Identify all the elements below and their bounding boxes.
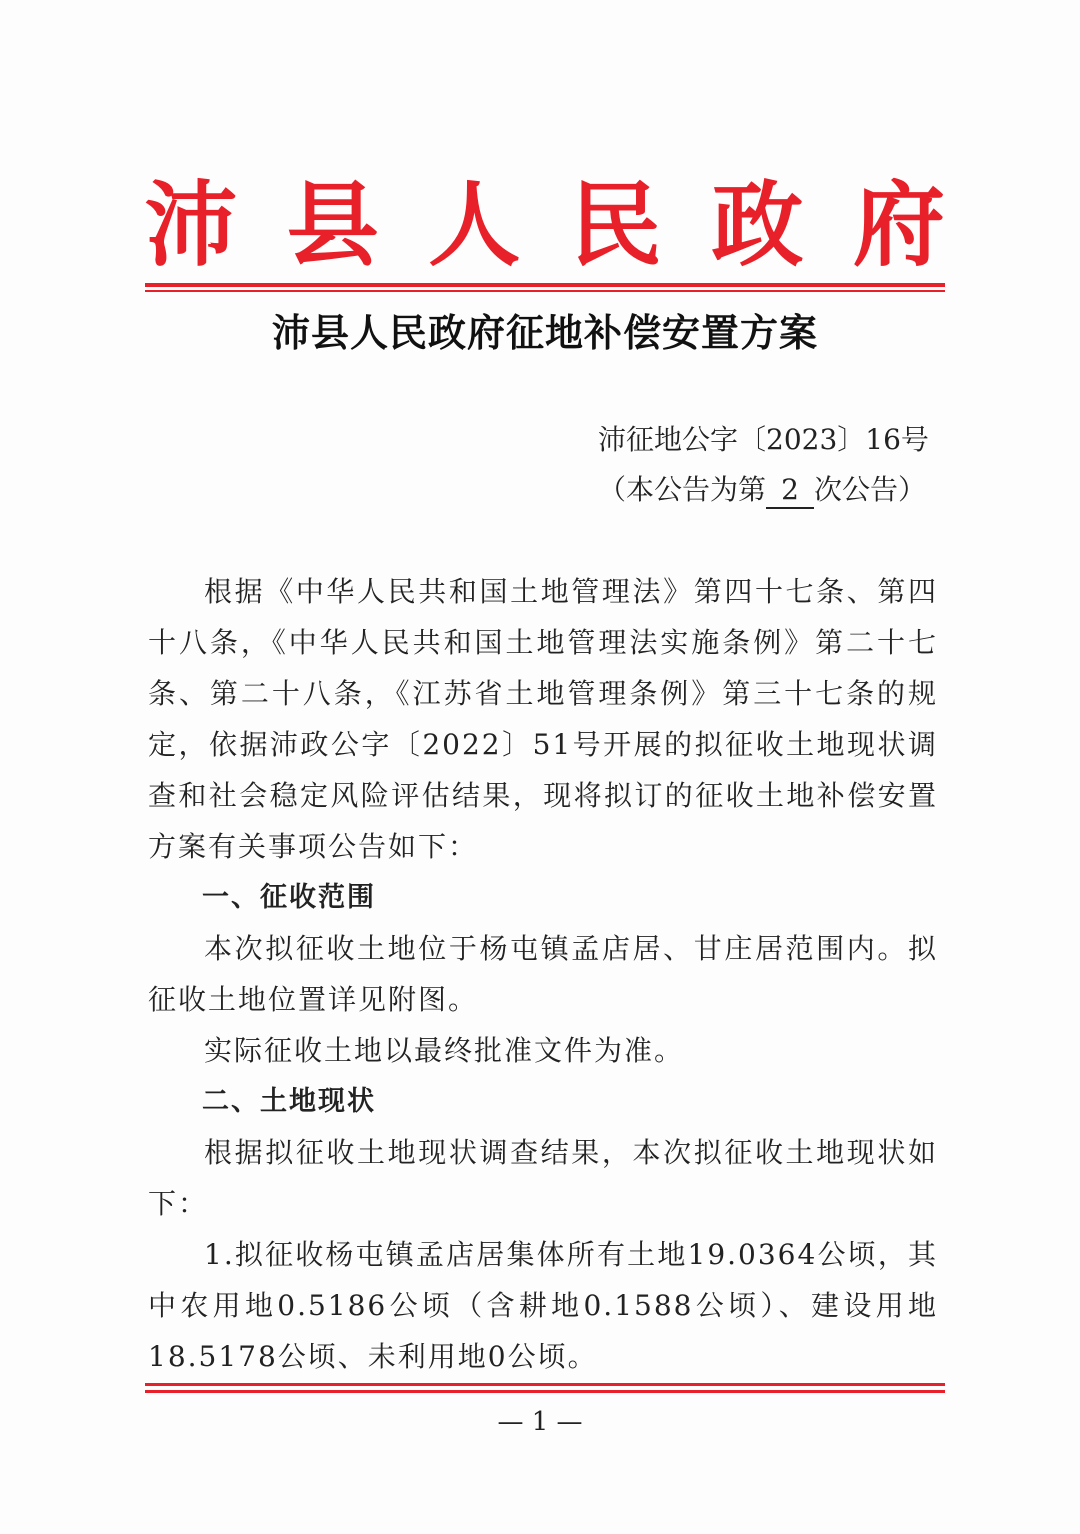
header-divider-thin: [145, 290, 945, 292]
document-number: 沛征地公字〔2023〕16号: [598, 423, 929, 456]
header-char: 县: [286, 171, 379, 279]
header-char: 沛: [145, 171, 238, 279]
notice-suffix: 次公告）: [814, 473, 927, 506]
header-char: 府: [852, 171, 945, 279]
paragraph: 根据拟征收土地现状调查结果，本次拟征收土地现状如下：: [148, 1136, 938, 1220]
paragraph: 本次拟征收土地位于杨屯镇孟店居、甘庄居范围内。拟征收土地位置详见附图。: [148, 932, 938, 1016]
header-divider-thick: [145, 283, 945, 287]
notice-prefix: （本公告为第: [598, 473, 767, 506]
paragraph: 实际征收土地以最终批准文件为准。: [204, 1034, 685, 1067]
header-char: 民: [569, 171, 662, 279]
notice-count-value: 2: [766, 473, 814, 509]
government-header: [145, 170, 945, 280]
document-title: 沛县人民政府征地补偿安置方案: [271, 310, 818, 355]
header-char: 政: [711, 171, 804, 279]
document-body: [148, 566, 938, 1382]
header-char: 人: [428, 171, 521, 279]
intro-paragraph: 根据《中华人民共和国土地管理法》第四十七条、第四十八条，《中华人民共和国土地管理法实施条例》第二十七条、第二十八条，《江苏省土地管理条例》第三十七条的规定，依据沛政公字〔2022〕51号开展的拟征收土地现状调查和社会稳定风险评估结果，现将拟订的征收土地补偿安置方案有关事项公告如下：: [148, 575, 938, 863]
page-number: — 1 —: [497, 1407, 583, 1437]
footer-divider-bottom: [145, 1390, 945, 1393]
section-heading: 二、土地现状: [202, 1086, 376, 1117]
footer-divider-top: [145, 1383, 945, 1386]
paragraph: 1.拟征收杨屯镇孟店居集体所有土地19.0364公顷，其中农用地0.5186公顷（含耕地0.1588公顷）、建设用地18.5178公顷、未利用地0公顷。: [148, 1238, 938, 1373]
section-heading: 一、征收范围: [202, 882, 376, 913]
notice-count-line: [598, 468, 926, 512]
